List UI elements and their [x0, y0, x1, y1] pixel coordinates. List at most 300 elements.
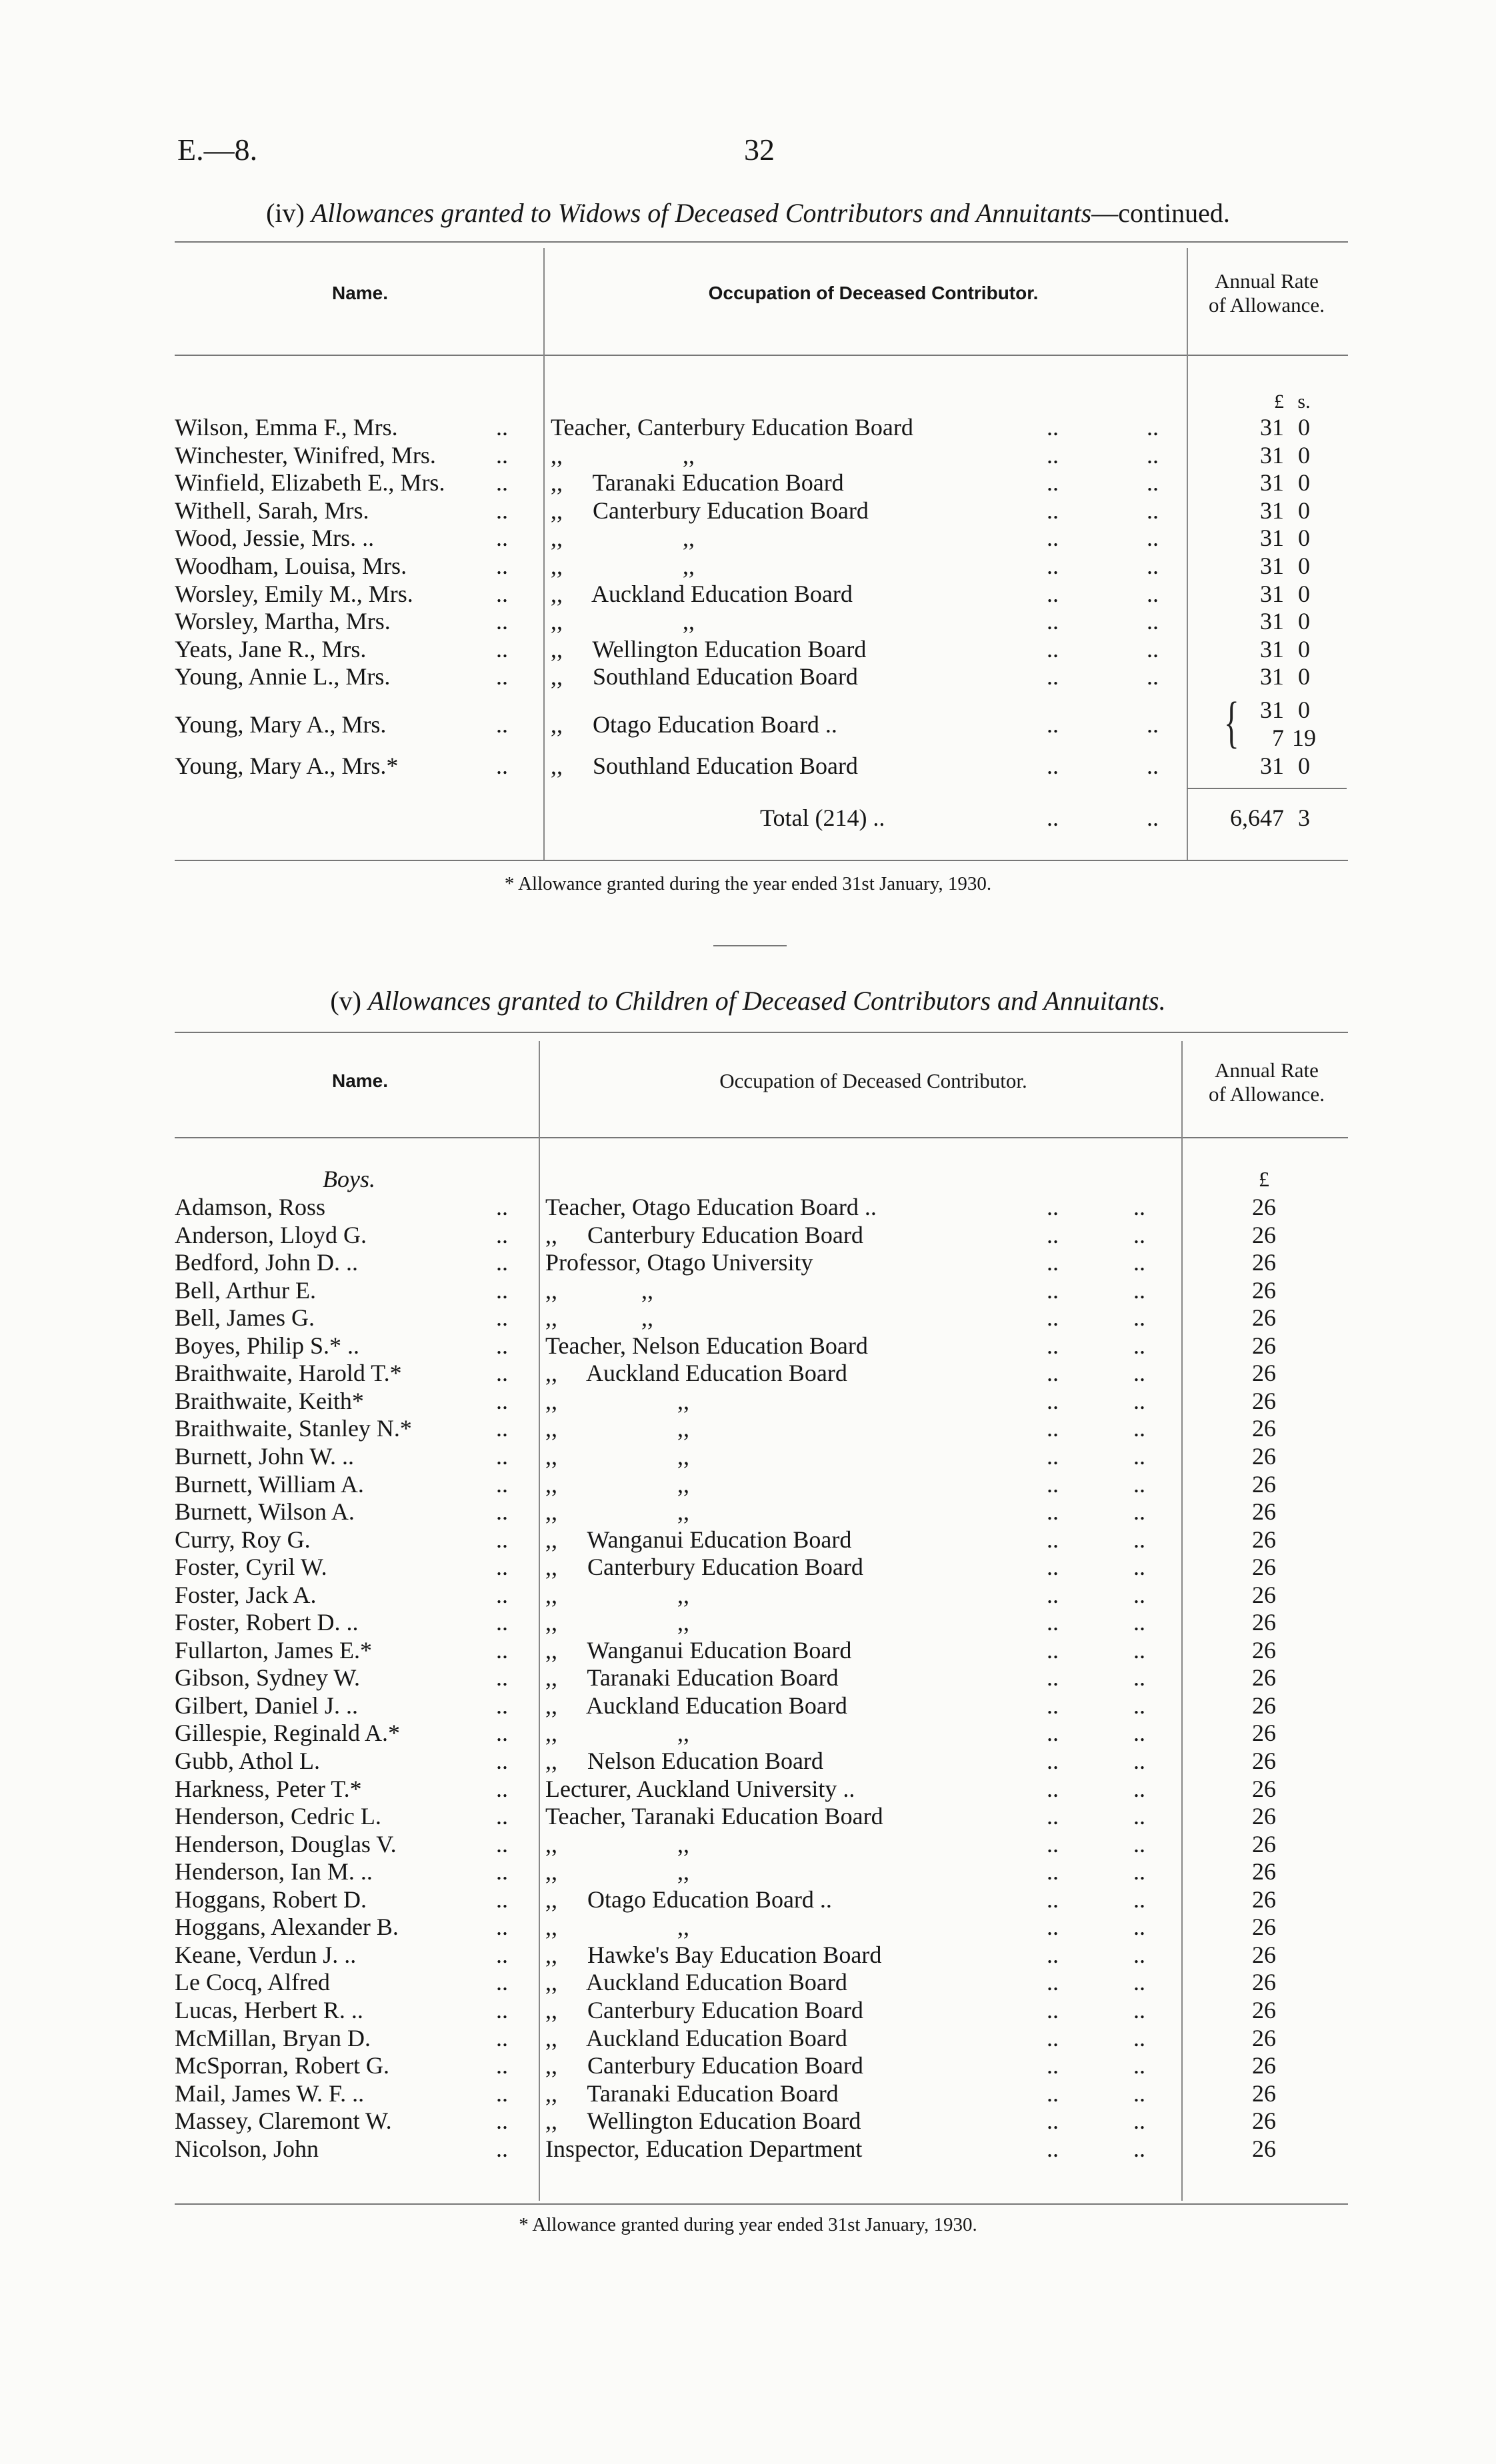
leader-dots: .. [1147, 663, 1159, 690]
leader-dots: .. [496, 414, 508, 441]
name: Mail, James W. F. .. [175, 2079, 365, 2107]
table-row [0, 1414, 1496, 1442]
amount: 26 [1252, 1221, 1276, 1248]
table-row [0, 413, 1496, 441]
leader-dots: .. [496, 1332, 508, 1359]
leader-dots: .. [1133, 1636, 1145, 1664]
leader-dots: .. [496, 580, 508, 607]
leader-dots: .. [1147, 497, 1159, 524]
occupation: ,, Wellington Education Board [545, 2107, 861, 2135]
leader-dots: .. [1133, 1498, 1145, 1526]
occupation: Professor, Otago University [545, 1249, 813, 1276]
amount: 26 [1252, 1332, 1276, 1359]
amount: 26 [1252, 1360, 1276, 1387]
leader-dots: .. [1133, 1554, 1145, 1581]
name: Woodham, Louisa, Mrs. [175, 553, 407, 579]
leader-dots: .. [1047, 1387, 1059, 1414]
pounds: 31 [1260, 525, 1284, 552]
table-row [0, 1581, 1496, 1609]
section-iv-suffix: —continued. [1091, 198, 1230, 228]
table-row [0, 1608, 1496, 1636]
occupation: ,, Wanganui Education Board [545, 1526, 852, 1553]
leader-dots: .. [496, 1194, 508, 1220]
table-row [0, 1968, 1496, 1996]
name: Burnett, William A. [175, 1470, 364, 1498]
leader-dots: .. [1047, 553, 1059, 579]
table-v-top-rule [175, 1032, 1348, 1033]
name: Harkness, Peter T.* [175, 1775, 362, 1802]
leader-dots: .. [496, 1387, 508, 1414]
leader-dots: .. [1047, 1194, 1059, 1220]
leader-dots: .. [1047, 1636, 1059, 1664]
name: Hoggans, Robert D. [175, 1885, 367, 1913]
table-row [0, 1248, 1496, 1276]
occupation: ,, ,, [545, 1415, 689, 1442]
occupation: ,, ,, [545, 1830, 689, 1857]
occupation: Inspector, Education Department [545, 2135, 863, 2162]
leader-dots: .. [496, 1249, 508, 1276]
pounds: 31 [1260, 580, 1284, 607]
leader-dots: .. [1147, 580, 1159, 607]
leader-dots: .. [1047, 1830, 1059, 1857]
name: Bell, James G. [175, 1304, 315, 1332]
total-shillings: 3 [1298, 804, 1310, 831]
leader-dots: .. [1047, 635, 1059, 662]
leader-dots: .. [1047, 1748, 1059, 1774]
shillings: 0 [1298, 696, 1310, 723]
pounds: 31 [1260, 663, 1284, 690]
col-header-occupation: Occupation of Deceased Contributor. [719, 1069, 1027, 1092]
unit-pounds: £ [1274, 391, 1284, 413]
name: Lucas, Herbert R. .. [175, 1996, 363, 2023]
pounds: 31 [1260, 608, 1284, 635]
leader-dots: .. [1133, 1581, 1145, 1608]
occupation: ,, Otago Education Board .. [545, 1885, 832, 1913]
amount-row [0, 696, 1496, 724]
name: Burnett, John W. .. [175, 1442, 355, 1470]
leader-dots: .. [1047, 441, 1059, 469]
name: Hoggans, Alexander B. [175, 1913, 399, 1941]
name: Winchester, Winifred, Mrs. [175, 441, 436, 469]
occupation: ,, ,, [545, 1609, 689, 1636]
occupation: Teacher, Nelson Education Board [545, 1332, 868, 1359]
leader-dots: .. [1047, 1609, 1059, 1636]
leader-dots: .. [496, 663, 508, 690]
leader-dots: .. [1047, 1498, 1059, 1526]
amount: 26 [1252, 2135, 1276, 2162]
table-row [0, 1304, 1496, 1332]
amount: 26 [1252, 1387, 1276, 1414]
name: Wilson, Emma F., Mrs. [175, 414, 398, 441]
col-header-rate-line2: of Allowance. [1209, 293, 1325, 317]
amount: 26 [1252, 2107, 1276, 2135]
leader-dots: .. [1133, 1996, 1145, 2023]
occupation: ,, Auckland Education Board [545, 1969, 847, 1996]
leader-dots: .. [1047, 1304, 1059, 1332]
leader-dots: .. [1133, 1830, 1145, 1857]
table-row [0, 1802, 1496, 1830]
leader-dots: .. [1147, 752, 1159, 779]
occupation: ,, Taranaki Education Board [545, 2079, 839, 2107]
name: Gilbert, Daniel J. .. [175, 1692, 358, 1719]
pounds: 7 [1272, 724, 1284, 751]
leader-dots: .. [1133, 1470, 1145, 1498]
name: Bedford, John D. .. [175, 1249, 358, 1276]
amount: 26 [1252, 1969, 1276, 1996]
pounds: 31 [1260, 752, 1284, 779]
occupation: ,, Auckland Education Board [551, 580, 853, 607]
leader-dots: .. [1133, 1249, 1145, 1276]
name: Young, Mary A., Mrs. [175, 711, 387, 738]
name: McSporran, Robert G. [175, 2052, 389, 2079]
table-row [0, 1941, 1496, 1969]
leader-dots: .. [496, 1692, 508, 1719]
total-label: Total (214) .. [760, 804, 885, 831]
occupation: ,, ,, [551, 553, 695, 579]
name: Anderson, Lloyd G. [175, 1221, 367, 1248]
leader-dots: .. [1133, 1885, 1145, 1913]
table-row [0, 1913, 1496, 1941]
leader-dots: .. [496, 1775, 508, 1802]
group-label: Boys. [323, 1166, 375, 1192]
leader-dots: .. [496, 608, 508, 635]
amount: 26 [1252, 1609, 1276, 1636]
page-number: 32 [744, 133, 775, 167]
leader-dots: .. [1047, 1775, 1059, 1802]
leader-dots: .. [1047, 2135, 1059, 2162]
leader-dots: .. [1047, 1720, 1059, 1747]
shillings: 0 [1298, 469, 1310, 497]
amount: 26 [1252, 1803, 1276, 1830]
leader-dots: .. [1133, 1969, 1145, 1996]
leader-dots: .. [496, 1581, 508, 1608]
leader-dots: .. [1047, 1526, 1059, 1553]
leader-dots: .. [496, 1720, 508, 1747]
amount: 26 [1252, 1526, 1276, 1553]
table-iv-bottom-rule [175, 860, 1348, 861]
table-row [0, 2107, 1496, 2135]
leader-dots: .. [1147, 469, 1159, 497]
group-row [0, 1165, 1496, 1193]
name: Young, Annie L., Mrs. [175, 663, 391, 690]
leader-dots: .. [496, 1748, 508, 1774]
name: Nicolson, John [175, 2135, 319, 2162]
leader-dots: .. [496, 635, 508, 662]
leader-dots: .. [1047, 1221, 1059, 1248]
name: McMillan, Bryan D. [175, 2024, 371, 2051]
table-row [0, 1719, 1496, 1747]
occupation: ,, Taranaki Education Board [545, 1664, 839, 1692]
col-header-rate [1187, 1058, 1347, 1106]
table-row [0, 1332, 1496, 1360]
name: Curry, Roy G. [175, 1526, 311, 1553]
table-row [0, 2024, 1496, 2052]
leader-dots: .. [1133, 1913, 1145, 1941]
occupation: ,, Canterbury Education Board [545, 2052, 863, 2079]
col-header-rate-line2: of Allowance. [1209, 1082, 1325, 1106]
unit-shillings: s. [1297, 391, 1311, 413]
leader-dots: .. [496, 752, 508, 779]
amount: 26 [1252, 1276, 1276, 1304]
leader-dots: .. [496, 1885, 508, 1913]
occupation: ,, ,, [545, 1498, 689, 1526]
pounds: 31 [1260, 441, 1284, 469]
leader-dots: .. [1047, 1276, 1059, 1304]
amount: 26 [1252, 1249, 1276, 1276]
occupation: ,, Otago Education Board .. [551, 711, 837, 738]
name: Braithwaite, Keith* [175, 1387, 364, 1414]
section-v-label: (v) [330, 986, 368, 1016]
name: Gillespie, Reginald A.* [175, 1720, 400, 1747]
leader-dots: .. [1047, 804, 1059, 831]
occupation: ,, ,, [545, 1913, 689, 1941]
leader-dots: .. [1133, 1720, 1145, 1747]
leader-dots: .. [496, 441, 508, 469]
leader-dots: .. [1047, 1913, 1059, 1941]
occupation: ,, ,, [545, 1858, 689, 1885]
amount: 26 [1252, 1554, 1276, 1581]
table-row [0, 1830, 1496, 1858]
leader-dots: .. [496, 1442, 508, 1470]
amount: 26 [1252, 1442, 1276, 1470]
name: Henderson, Cedric L. [175, 1803, 381, 1830]
occupation: ,, Auckland Education Board [545, 1692, 847, 1719]
leader-dots: .. [496, 1858, 508, 1885]
col-header-name: Name. [331, 283, 389, 303]
table-row [0, 662, 1496, 690]
amount: 26 [1252, 1748, 1276, 1774]
leader-dots: .. [1133, 1803, 1145, 1830]
table-v-header-rule [175, 1137, 1348, 1138]
leader-dots: .. [496, 2135, 508, 2162]
leader-dots: .. [1047, 414, 1059, 441]
leader-dots: .. [1133, 1442, 1145, 1470]
table-row [0, 1470, 1496, 1498]
table-row [0, 2135, 1496, 2163]
leader-dots: .. [496, 1969, 508, 1996]
leader-dots: .. [1047, 2024, 1059, 2051]
table-row [0, 1747, 1496, 1775]
occupation: Teacher, Taranaki Education Board [545, 1803, 883, 1830]
leader-dots: .. [496, 1221, 508, 1248]
leader-dots: .. [1147, 804, 1159, 831]
leader-dots: .. [496, 1554, 508, 1581]
table-row [0, 441, 1496, 469]
shillings: 19 [1292, 724, 1316, 751]
leader-dots: .. [1047, 580, 1059, 607]
total-pounds: 6,647 [1230, 804, 1284, 831]
leader-dots: .. [1047, 497, 1059, 524]
brace-icon: { [1224, 690, 1239, 754]
table-row [0, 524, 1496, 552]
table-row [0, 1498, 1496, 1526]
col-header-rate-line1: Annual Rate [1215, 269, 1319, 293]
occupation: Teacher, Canterbury Education Board [551, 414, 913, 441]
leader-dots: .. [1047, 1415, 1059, 1442]
leader-dots: .. [1133, 1664, 1145, 1692]
name: Henderson, Ian M. .. [175, 1858, 373, 1885]
leader-dots: .. [496, 1913, 508, 1941]
leader-dots: .. [1133, 2079, 1145, 2107]
table-row [0, 552, 1496, 580]
leader-dots: .. [496, 1830, 508, 1857]
occupation: ,, Wanganui Education Board [545, 1636, 852, 1664]
table-row [0, 1387, 1496, 1415]
name: Massey, Claremont W. [175, 2107, 392, 2135]
name: Braithwaite, Stanley N.* [175, 1415, 412, 1442]
name: Foster, Jack A. [175, 1581, 317, 1608]
occupation: Lecturer, Auckland University .. [545, 1775, 855, 1802]
leader-dots: .. [1133, 1941, 1145, 1968]
pounds: 31 [1260, 469, 1284, 497]
leader-dots: .. [1133, 2135, 1145, 2162]
amount: 26 [1252, 2052, 1276, 2079]
leader-dots: .. [1147, 553, 1159, 579]
leader-dots: .. [1147, 414, 1159, 441]
leader-dots: .. [496, 497, 508, 524]
table-row [0, 2079, 1496, 2107]
leader-dots: .. [1047, 1996, 1059, 2023]
name: Yeats, Jane R., Mrs. [175, 635, 367, 662]
leader-dots: .. [1133, 2024, 1145, 2051]
leader-dots: .. [1047, 1803, 1059, 1830]
leader-dots: .. [1047, 1885, 1059, 1913]
occupation: ,, Canterbury Education Board [545, 1554, 863, 1581]
amount: 26 [1252, 1636, 1276, 1664]
shillings: 0 [1298, 635, 1310, 662]
leader-dots: .. [496, 1470, 508, 1498]
table-iv-header-rule [175, 355, 1348, 356]
table-row [0, 497, 1496, 525]
leader-dots: .. [496, 1498, 508, 1526]
shillings: 0 [1298, 414, 1310, 441]
leader-dots: .. [1047, 711, 1059, 738]
amount: 26 [1252, 1720, 1276, 1747]
leader-dots: .. [1047, 1360, 1059, 1387]
occupation: ,, Auckland Education Board [545, 2024, 847, 2051]
shillings: 0 [1298, 525, 1310, 552]
table-row [0, 469, 1496, 497]
name: Winfield, Elizabeth E., Mrs. [175, 469, 445, 497]
leader-dots: .. [496, 525, 508, 552]
leader-dots: .. [1133, 1692, 1145, 1719]
occupation: ,, Canterbury Education Board [545, 1221, 863, 1248]
leader-dots: .. [1047, 1858, 1059, 1885]
leader-dots: .. [1047, 1941, 1059, 1968]
occupation: ,, ,, [545, 1720, 689, 1747]
name: Young, Mary A., Mrs.* [175, 752, 399, 779]
occupation: ,, ,, [545, 1470, 689, 1498]
name: Fullarton, James E.* [175, 1636, 372, 1664]
leader-dots: .. [1047, 608, 1059, 635]
table-row [0, 1359, 1496, 1387]
name: Braithwaite, Harold T.* [175, 1360, 402, 1387]
name: Worsley, Martha, Mrs. [175, 608, 391, 635]
occupation: ,, Nelson Education Board [545, 1748, 823, 1774]
amount: 26 [1252, 1858, 1276, 1885]
col-header-occupation: Occupation of Deceased Contributor. [708, 283, 1039, 303]
occupation: ,, Canterbury Education Board [545, 1996, 863, 2023]
leader-dots: .. [496, 2052, 508, 2079]
leader-dots: .. [1133, 1194, 1145, 1220]
occupation: ,, Taranaki Education Board [551, 469, 844, 497]
leader-dots: .. [1047, 1249, 1059, 1276]
section-iv-heading: Allowances granted to Widows of Deceased Contributors and Annuitants [311, 198, 1092, 228]
section-v-title [0, 985, 1496, 1016]
leader-dots: .. [1133, 1858, 1145, 1885]
occupation: ,, Hawke's Bay Education Board [545, 1941, 882, 1968]
name: Foster, Robert D. .. [175, 1609, 359, 1636]
leader-dots: .. [496, 1276, 508, 1304]
leader-dots: .. [1133, 1360, 1145, 1387]
shillings: 0 [1298, 608, 1310, 635]
name: Wood, Jessie, Mrs. .. [175, 525, 375, 552]
unit-pounds: £ [1259, 1167, 1269, 1191]
leader-dots: .. [1133, 1609, 1145, 1636]
leader-dots: .. [1133, 1387, 1145, 1414]
total-row [0, 804, 1496, 832]
leader-dots: .. [1147, 711, 1159, 738]
section-v-footnote: * Allowance granted during year ended 31st January, 1930. [519, 2214, 977, 2235]
pounds: 31 [1260, 553, 1284, 579]
shillings: 0 [1298, 497, 1310, 524]
pounds: 31 [1260, 414, 1284, 441]
shillings: 0 [1298, 441, 1310, 469]
table-row [0, 635, 1496, 663]
units-row [0, 388, 1496, 416]
leader-dots: .. [1047, 525, 1059, 552]
amount: 26 [1252, 2024, 1276, 2051]
table-row [0, 1885, 1496, 1913]
amount: 26 [1252, 1941, 1276, 1968]
amount: 26 [1252, 2079, 1276, 2107]
name: Le Cocq, Alfred [175, 1969, 330, 1996]
name: Foster, Cyril W. [175, 1554, 327, 1581]
leader-dots: .. [496, 2079, 508, 2107]
leader-dots: .. [496, 1526, 508, 1553]
occupation: ,, Southland Education Board [551, 752, 858, 779]
amount: 26 [1252, 1664, 1276, 1692]
leader-dots: .. [1133, 1748, 1145, 1774]
name: Gubb, Athol L. [175, 1748, 321, 1774]
table-v-bottom-rule [175, 2203, 1348, 2205]
leader-dots: .. [1133, 1775, 1145, 1802]
table-row [0, 1553, 1496, 1581]
table-row [0, 1276, 1496, 1304]
leader-dots: .. [496, 1636, 508, 1664]
table-row [0, 1193, 1496, 1221]
leader-dots: .. [1133, 1332, 1145, 1359]
leader-dots: .. [1133, 1276, 1145, 1304]
leader-dots: .. [1047, 1332, 1059, 1359]
table-row [0, 1775, 1496, 1803]
occupation: Teacher, Otago Education Board .. [545, 1194, 877, 1220]
leader-dots: .. [1147, 608, 1159, 635]
name: Bell, Arthur E. [175, 1276, 316, 1304]
amount: 26 [1252, 1498, 1276, 1526]
table-row [0, 1692, 1496, 1720]
table-row [0, 1857, 1496, 1885]
shillings: 0 [1298, 580, 1310, 607]
leader-dots: .. [1047, 469, 1059, 497]
table-iv-top-rule [175, 241, 1348, 243]
amount: 26 [1252, 1194, 1276, 1220]
occupation: ,, ,, [545, 1304, 653, 1332]
occupation: ,, ,, [551, 525, 695, 552]
document-reference: E.—8. [177, 133, 258, 167]
amount: 26 [1252, 1913, 1276, 1941]
leader-dots: .. [1047, 1554, 1059, 1581]
